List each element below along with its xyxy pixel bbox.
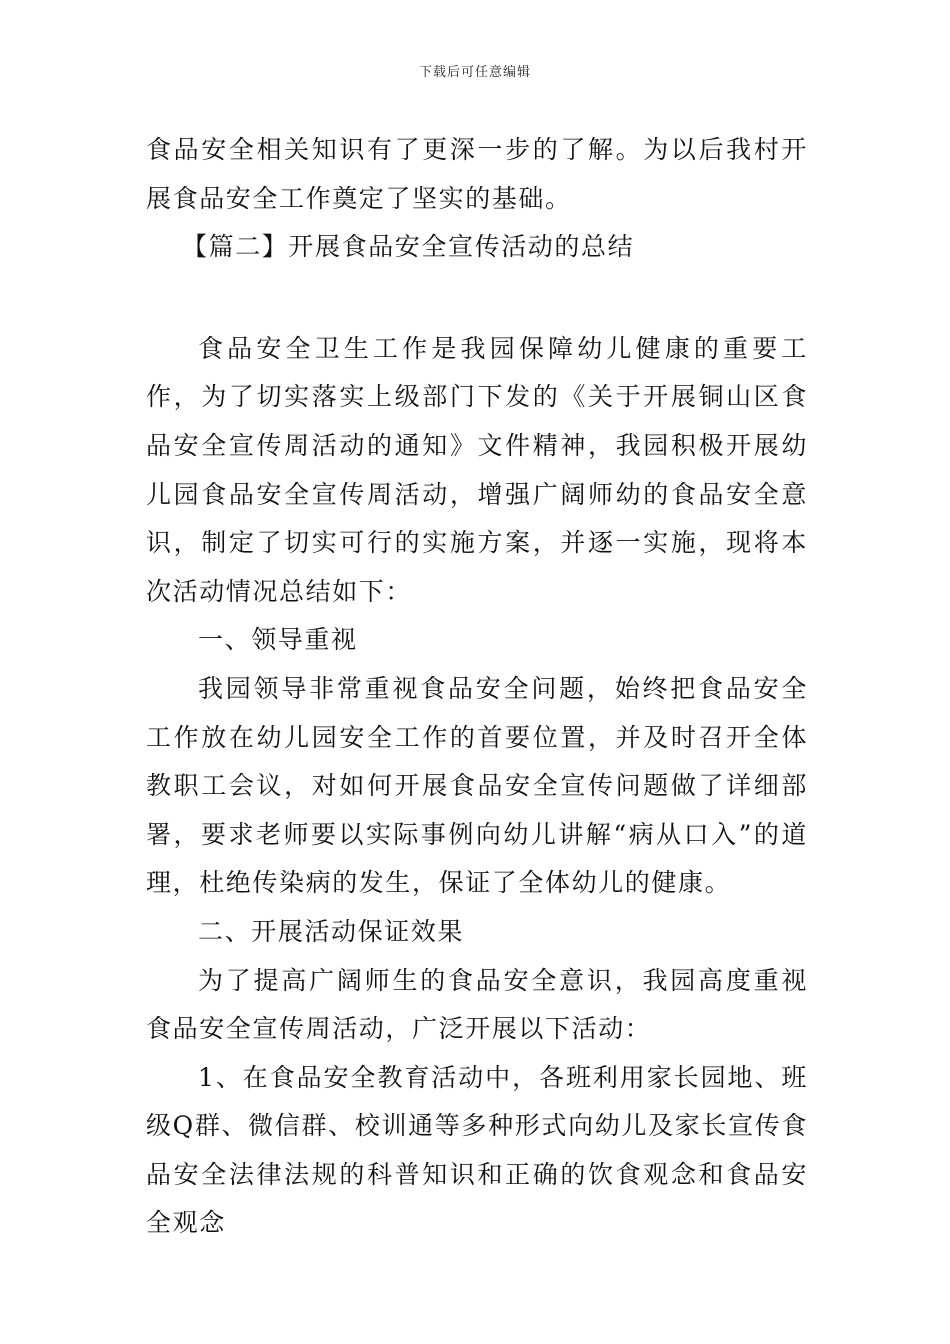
paragraph-continuation: 食品安全相关知识有了更深一步的了解。为以后我村开展食品安全工作奠定了坚实的基础。 — [146, 135, 808, 213]
section-heading: 【篇二】开展食品安全宣传活动的总结 — [182, 232, 635, 262]
paragraph-intro: 食品安全卫生工作是我园保障幼儿健康的重要工作，为了切实落实上级部门下发的《关于开展铜山区食品安全宣传周活动的通知》文件精神，我园积极开展幼儿园食品安全宣传周活动，增强广阔师幼的食品安全意识，制定了切实可行的实施方案，并逐一实施，现将本次活动情况总结如下： — [146, 333, 808, 606]
subheading-activities: 二、开展活动保证效果 — [198, 916, 465, 946]
subheading-leadership: 一、领导重视 — [198, 625, 358, 655]
paragraph-activities: 为了提高广阔师生的食品安全意识，我园高度重视食品安全宣传周活动，广泛开展以下活动： — [146, 965, 808, 1044]
page-header: 下载后可任意编辑 — [418, 65, 531, 80]
paragraph-item-1: 1、在食品安全教育活动中，各班利用家长园地、班级Q群、微信群、校训通等多种形式向幼儿及家长宣传食品安全法律法规的科普知识和正确的饮食观念和食品安全观念 — [146, 1062, 808, 1238]
document-body — [146, 126, 808, 1248]
paragraph-leadership: 我园领导非常重视食品安全问题，始终把食品安全工作放在幼儿园安全工作的首要位置，并及时召开全体教职工会议，对如何开展食品安全宣传问题做了详细部署，要求老师要以实际事例向幼儿讲解“病从口入”的道理，杜绝传染病的发生，保证了全体幼儿的健康。 — [146, 673, 808, 898]
